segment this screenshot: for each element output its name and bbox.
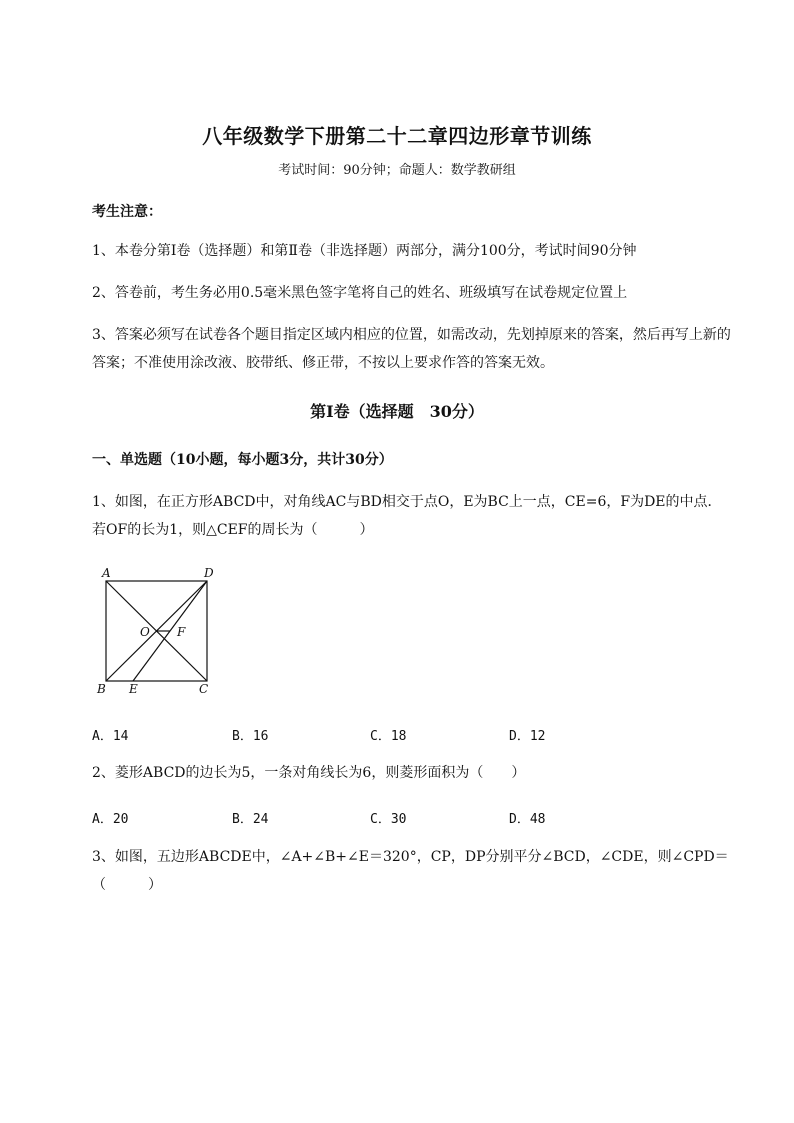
option-b[interactable]: B．16 xyxy=(232,729,269,744)
square-diagram xyxy=(88,562,228,702)
label-d: D xyxy=(204,566,214,580)
option-a[interactable]: A．20 xyxy=(92,812,129,827)
section-title: 第Ⅰ卷（选择题 30分） xyxy=(310,402,484,421)
question-1-stem: 1、如图，在正方形ABCD中，对角线AC与BD相交于点O，E为BC上一点，CE=6，F为DE的中点．若OF的长为1，则△CEF的周长为（ ） xyxy=(92,494,722,538)
option-a[interactable]: A．14 xyxy=(92,729,129,744)
page-title: 八年级数学下册第二十二章四边形章节训练 xyxy=(202,124,592,148)
option-d[interactable]: D．48 xyxy=(509,812,546,827)
notice-item: 3、答案必须写在试卷各个题目指定区域内相应的位置，如需改动，先划掉原来的答案，然后再写上新的答案；不准使用涂改液、胶带纸、修正带，不按以上要求作答的答案无效。 xyxy=(92,327,731,371)
label-b: B xyxy=(97,682,106,696)
notice-item: 2、答卷前，考生务必用0.5毫米黑色签字笔将自己的姓名、班级填写在试卷规定位置上 xyxy=(92,285,628,301)
option-b[interactable]: B．24 xyxy=(232,812,269,827)
label-c: C xyxy=(199,682,209,696)
label-a: A xyxy=(102,566,111,580)
question-3-stem: 3、如图，五边形ABCDE中，∠A+∠B+∠E＝320°，CP，DP分别平分∠BCD，∠CDE，则∠CPD＝（ ） xyxy=(92,849,729,893)
label-f: F xyxy=(177,625,186,639)
part-heading: 一、单选题（10小题，每小题3分，共计30分） xyxy=(92,452,393,468)
option-c[interactable]: C．18 xyxy=(370,729,407,744)
page-subtitle: 考试时间：90分钟；命题人：数学教研组 xyxy=(278,163,516,178)
option-d[interactable]: D．12 xyxy=(509,729,546,744)
notice-item: 1、本卷分第Ⅰ卷（选择题）和第Ⅱ卷（非选择题）两部分，满分100分，考试时间90分钟 xyxy=(92,243,637,259)
label-e: E xyxy=(129,682,138,696)
question-2-stem: 2、菱形ABCD的边长为5，一条对角线长为6，则菱形面积为（ ） xyxy=(92,765,526,781)
label-o: O xyxy=(140,625,150,639)
option-c[interactable]: C．30 xyxy=(370,812,407,827)
notice-heading: 考生注意： xyxy=(92,204,162,220)
